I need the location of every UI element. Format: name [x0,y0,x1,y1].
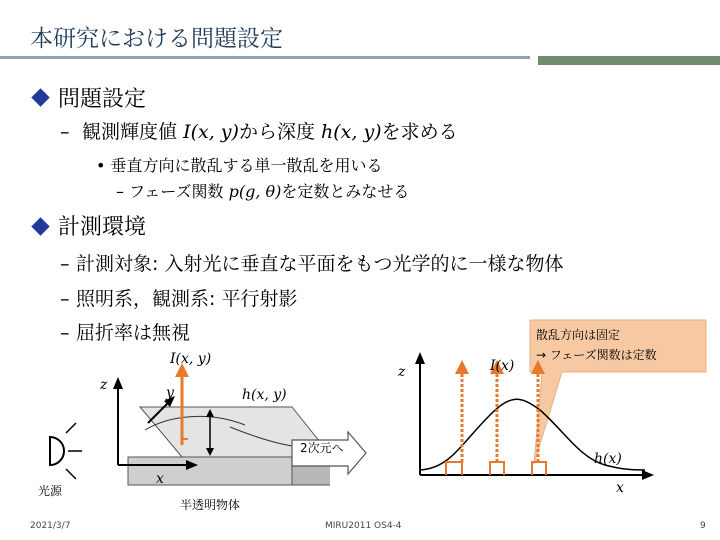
to-2d-label: 2次元へ [300,441,344,455]
header-accent-bar [538,56,720,65]
scatter-marker [532,462,546,475]
label-h: h(x) [594,451,622,467]
label-x: x [616,480,624,496]
header-rule [0,56,530,59]
environment-item-text: 照明系，観測系: 平行射影 [76,288,298,310]
footer-venue: MIRU2011 OS4-4 [325,521,402,531]
label-z: z [398,364,406,380]
light-ray-icon [66,469,76,479]
diamond-bullet-icon [31,88,49,106]
math-phase: p(g, θ) [228,182,282,201]
math-h: h(x, y) [321,121,382,143]
section-heading-problem: 問題設定 [58,87,147,112]
math-I: I(x, y) [183,121,239,143]
scatter-marker [446,462,462,475]
environment-item [60,318,190,345]
sub-bullet-text: 垂直方向に散乱する単一散乱を用いる [110,156,383,175]
view-ray-arrowhead [455,360,469,374]
footer-date: 2021/3/7 [30,521,71,531]
diamond-bullet-icon [31,217,49,235]
label-y: y [166,385,174,401]
x-axis-arrowhead [642,470,654,480]
view-ray-arrowhead [531,360,545,374]
label-x: x [156,471,164,487]
sub-sub-suffix: を定数とみなせる [281,182,410,201]
environment-item [60,249,563,276]
dash-marker: – [60,253,70,275]
environment-item [60,284,297,311]
label-I: I(x, y) [170,351,212,367]
z-axis-arrowhead [415,352,425,364]
callout-line2: → フェーズ関数は定数 [536,348,657,362]
problem-item [60,117,458,144]
z-axis-arrowhead [113,377,123,389]
environment-item-text: 計測対象: 入射光に垂直な平面をもつ光学的に一様な物体 [76,253,564,275]
dash-marker: – [60,322,70,344]
sub-sub-bullet [116,179,409,202]
dash-marker: – [116,182,124,201]
footer-page-number: 9 [700,521,706,531]
dash-marker: – [60,121,70,143]
scatter-marker [490,462,504,475]
label-z: z [100,377,108,393]
problem-item-mid: から深度 [238,121,321,143]
sub-sub-prefix: フェーズ関数 [129,182,229,201]
label-h: h(x, y) [242,387,287,403]
callout-line1: 散乱方向は固定 [536,328,621,342]
section-heading-environment: 計測環境 [58,215,147,240]
light-bulb-icon [50,437,64,465]
label-I: I(x) [490,358,515,374]
dot-bullet-icon: • [96,156,106,175]
left-figure [30,345,330,520]
problem-item-prefix: 観測輝度値 [82,121,184,143]
object-label: 半透明物体 [180,498,241,512]
light-source-label: 光源 [38,484,63,498]
sub-bullet [96,153,383,176]
environment-item-text: 屈折率は無視 [76,322,191,344]
problem-item-suffix: を求める [381,121,458,143]
right-figure [380,350,655,500]
dash-marker: – [60,288,70,310]
light-ray-icon [66,423,76,433]
slide-title: 本研究における問題設定 [30,26,283,52]
header-gap [530,56,538,65]
